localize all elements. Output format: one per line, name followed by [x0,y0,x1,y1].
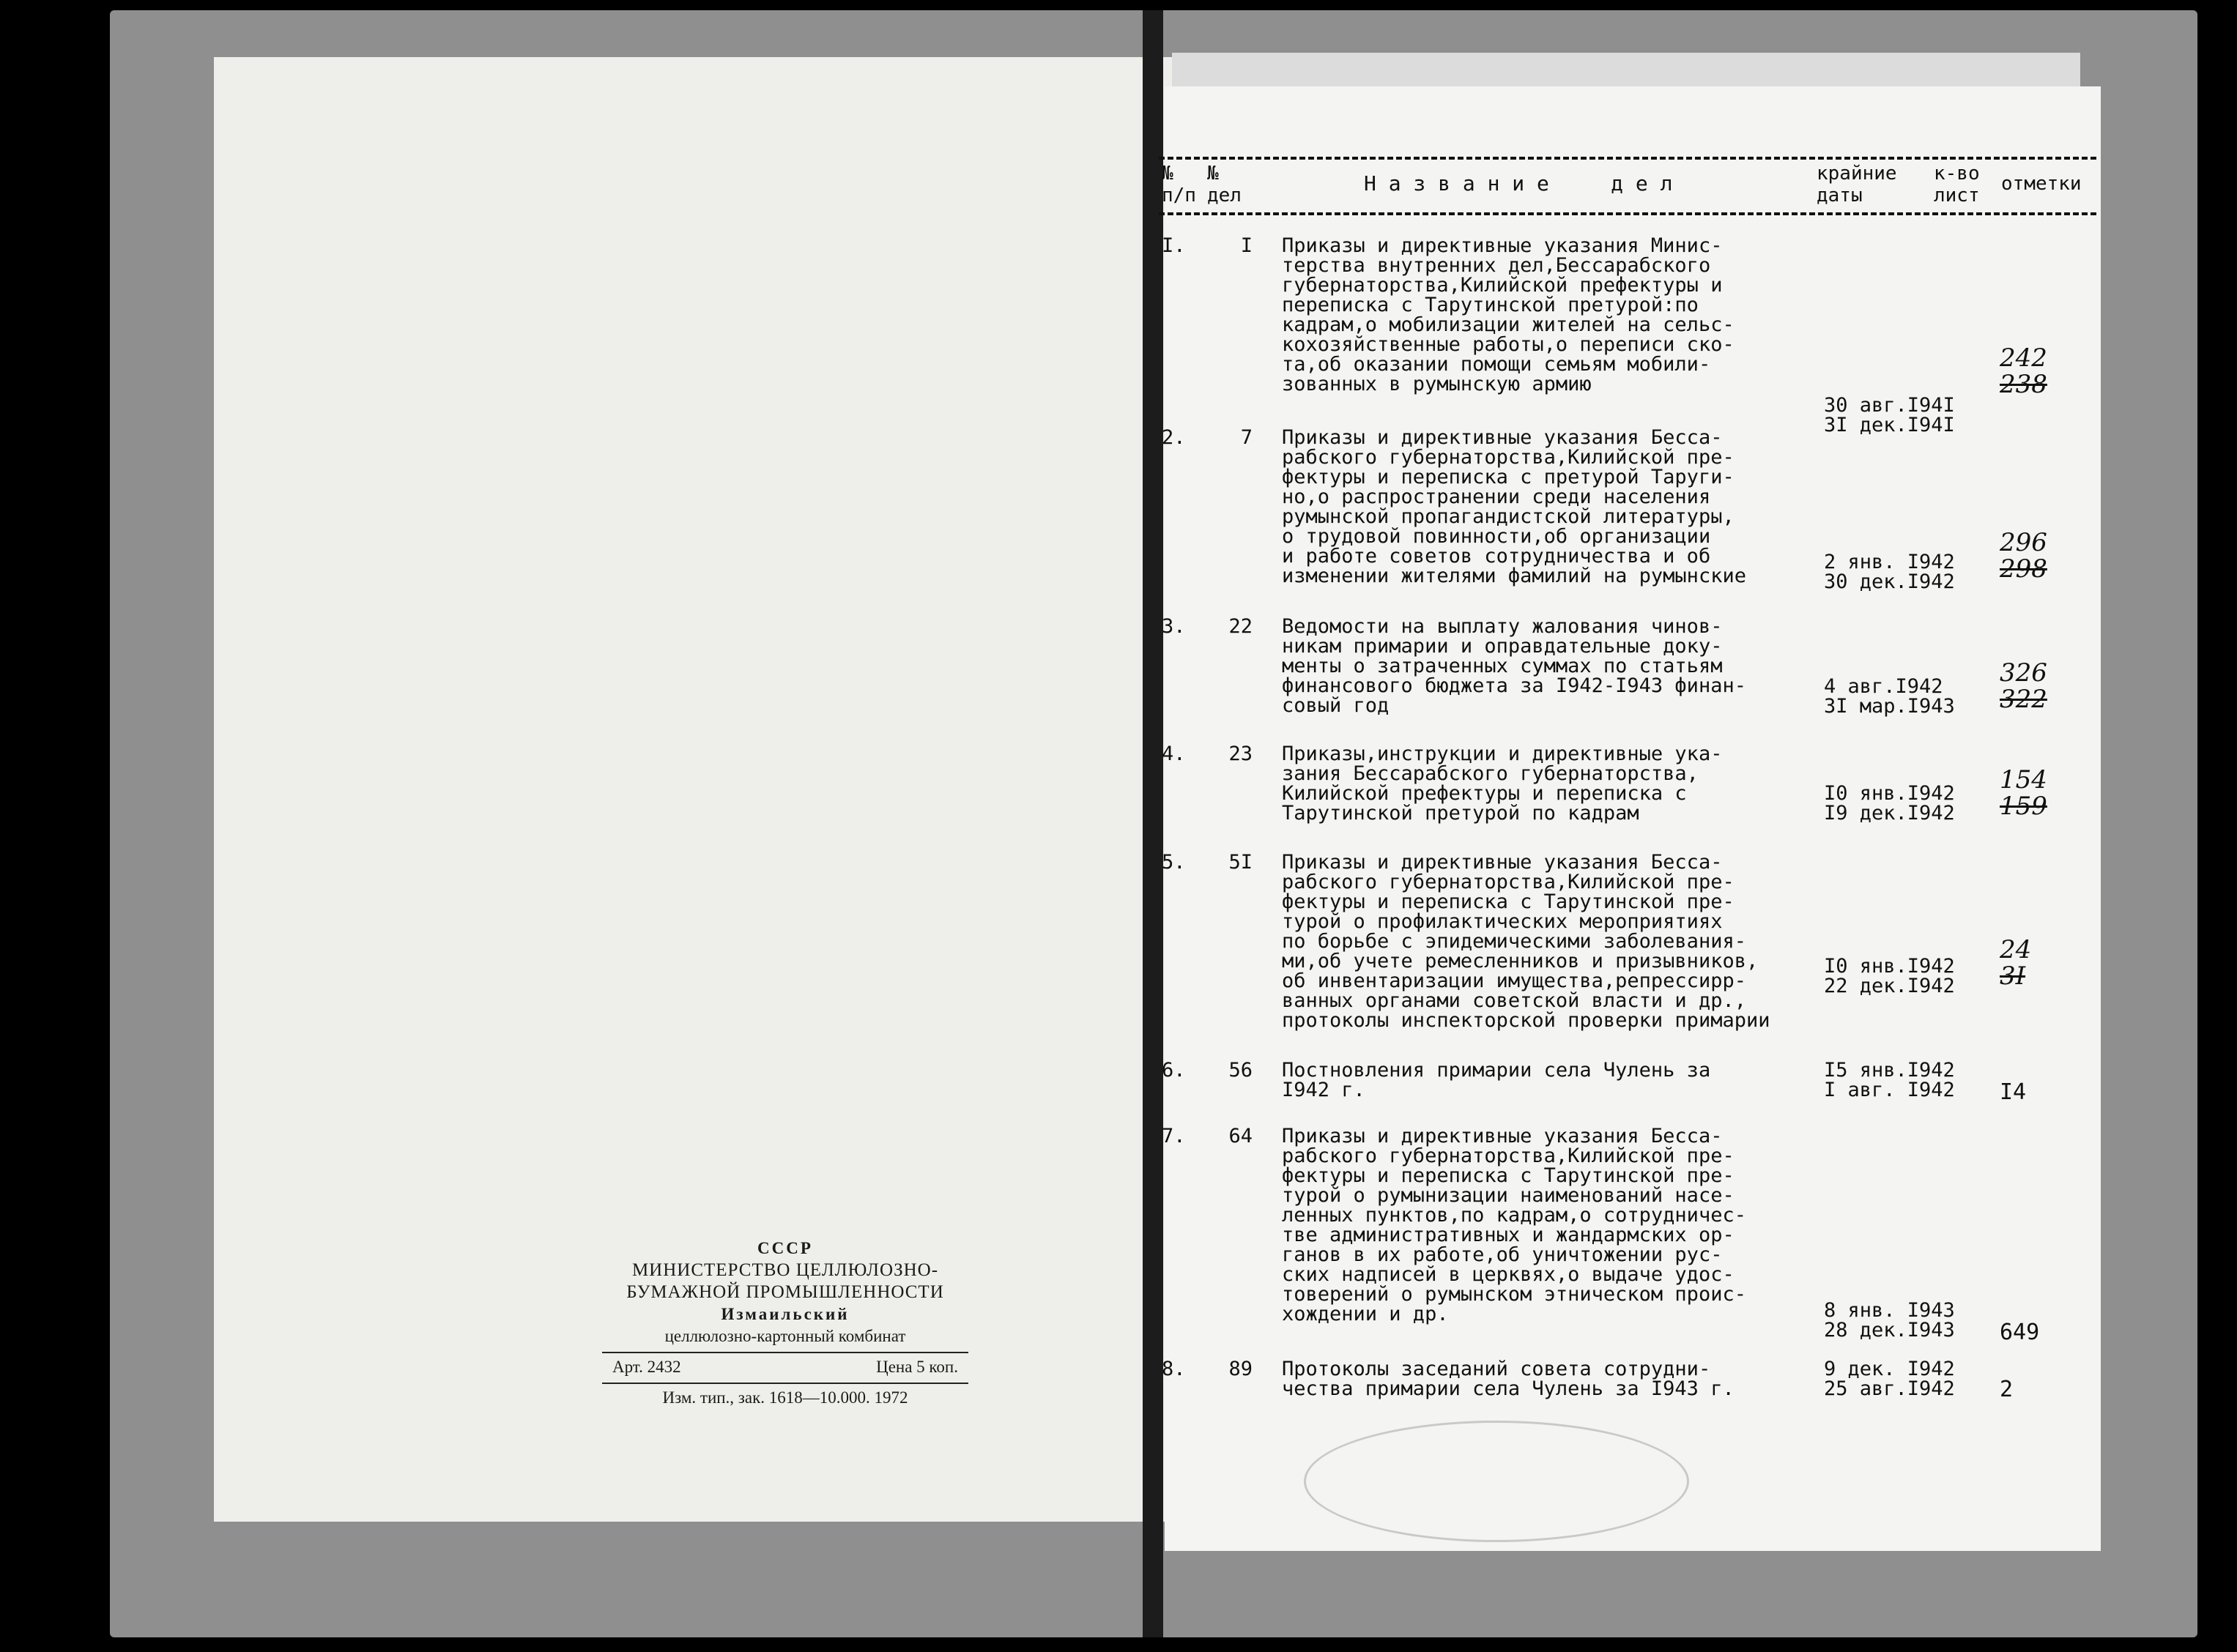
entry-sheet-count: 326 [2000,658,2047,688]
header-bottom-rule [1159,212,2096,215]
header-col-count: к-во лист [1934,163,1980,206]
imprint-price: Цена 5 коп. [876,1358,958,1376]
entry-dates: 30 авг.I94I 3I дек.I94I [1824,394,1955,436]
entry-title: Приказы и директивные указания Бесса- рабского губернаторства,Килийской пре- фектуры и переписка с претурой Таруги- но,о распространении среди населения румынской пропагандистской литературы, о трудовой повинности,об организации и работе советов сотрудничества и об изменении жителями фамилий на румынские [1282,426,1746,587]
imprint-country: СССР [757,1239,813,1257]
entry-dates: 8 янв. I943 28 дек.I943 [1824,1299,1955,1342]
entry-file-number: 56 [1228,1059,1253,1082]
entry-number: 8. [1162,1358,1186,1380]
entry-file-number: I [1240,234,1253,257]
entry-number: 5. [1162,851,1186,874]
header-col-no: № п/п [1162,163,1196,206]
entry-title: Приказы и директивные указания Бесса- рабского губернаторства,Килийской пре- фектуры и переписка с Тарутинской пре- турой о румынизации наименований насе- ленных пунктов,по кадрам,о сотрудничес- тве административных и жандармских ор- ганов в их работе,об уничтожении рус- ских надписей в церквях,о выдаче удос- товерений о румынском этническом проис- хождении и др. [1282,1125,1746,1325]
entry-sheet-count-old: 238 [2000,370,2047,399]
imprint-ministry-2: БУМАЖНОЙ ПРОМЫШЛЕННОСТИ [626,1282,944,1302]
entry-title: Приказы,инструкции и директивные ука- зания Бессарабского губернаторства, Килийской префектуры и переписка с Тарутинской претурой по кадрам [1282,743,1723,825]
entry-title: Приказы и директивные указания Минис- терства внутренних дел,Бессарабского губернаторства,Килийской префектуры и переписка с Тарутинской претурой:по кадрам,о мобилизации жителей на сельс- кохозяйственные работы,о переписи ско- та,об оказании помощи семьям мобили- зованных в румынскую армию [1282,234,1735,395]
entry-file-number: 5I [1228,851,1253,874]
entry-dates: 9 дек. I942 25 авг.I942 [1824,1358,1955,1400]
header-col-title: Н а з в а н и е д е л [1364,171,1673,196]
entry-sheet-count-old: 3I [2000,961,2026,991]
entry-sheet-count: 296 [2000,528,2047,557]
entry-number: I. [1162,234,1186,257]
imprint-art: Арт. 2432 [612,1358,681,1376]
imprint-city: Измаильский [721,1305,850,1323]
header-top-rule [1159,157,2096,160]
entry-number: 2. [1162,426,1186,449]
entry-dates: 4 авг.I942 3I мар.I943 [1824,675,1955,718]
book-spine [1143,10,1163,1637]
entry-number: 3. [1162,615,1186,638]
table-header [1159,157,2096,215]
entry-title: Протоколы заседаний совета сотрудни- чества примарии села Чулень за I943 г. [1282,1358,1735,1400]
imprint-ministry-1: МИНИСТЕРСТВО ЦЕЛЛЮЛОЗНО- [631,1260,939,1280]
entry-number: 4. [1162,743,1186,765]
header-col-marks: отметки [2001,173,2082,195]
entry-dates: I0 янв.I942 22 дек.I942 [1824,955,1955,997]
publisher-imprint [602,1238,968,1409]
archive-stamp [1304,1421,1689,1542]
entry-file-number: 23 [1228,743,1253,765]
entry-title: Приказы и директивные указания Бесса- рабского губернаторства,Килийской пре- фектуры и переписка с Тарутинской пре- турой о профилактических мероприятиях по борьбе с эпидемическими заболевания- ми,об учете ремесленников и призывников, об инвентаризации имущества,репрессирр- ванных органами советской власти и др., протоколы инспекторской проверки примарии [1282,851,1770,1032]
entry-number: 7. [1162,1125,1186,1147]
header-col-delo: № дел [1207,163,1242,206]
entry-dates: I0 янв.I942 I9 дек.I942 [1824,782,1955,825]
entry-title: Ведомости на выплату жалования чинов- никам примарии и оправдательные доку- менты о затраченных суммах по статьям финансового бюджета за I942-I943 финан- совый год [1282,615,1746,717]
entry-sheet-count-old: 298 [2000,554,2047,584]
imprint-art-row [602,1352,968,1378]
entry-file-number: 64 [1228,1125,1253,1147]
entry-dates: 2 янв. I942 30 дек.I942 [1824,551,1955,593]
entry-sheet-count-old: 159 [2000,792,2047,821]
entry-sheet-count: 154 [2000,765,2047,795]
entry-file-number: 22 [1228,615,1253,638]
entry-file-number: 89 [1228,1358,1253,1380]
entry-sheet-count: 24 [2000,935,2032,964]
entry-sheet-count: 242 [2000,343,2047,373]
entry-sheet-count: 649 [2000,1320,2040,1345]
entry-dates: I5 янв.I942 I авг. I942 [1824,1059,1955,1101]
entry-sheet-count: I4 [2000,1079,2027,1105]
entry-sheet-count-old: 322 [2000,685,2047,714]
imprint-factory: целлюлозно-картонный комбинат [664,1327,906,1345]
entry-file-number: 7 [1240,426,1253,449]
header-col-dates: крайние даты [1817,163,1897,206]
entry-number: 6. [1162,1059,1186,1082]
imprint-footer: Изм. тип., зак. 1618—10.000. 1972 [602,1383,968,1409]
entry-sheet-count: 2 [2000,1377,2014,1402]
entry-title: Постновления примарии села Чулень за I942 г. [1282,1059,1711,1101]
